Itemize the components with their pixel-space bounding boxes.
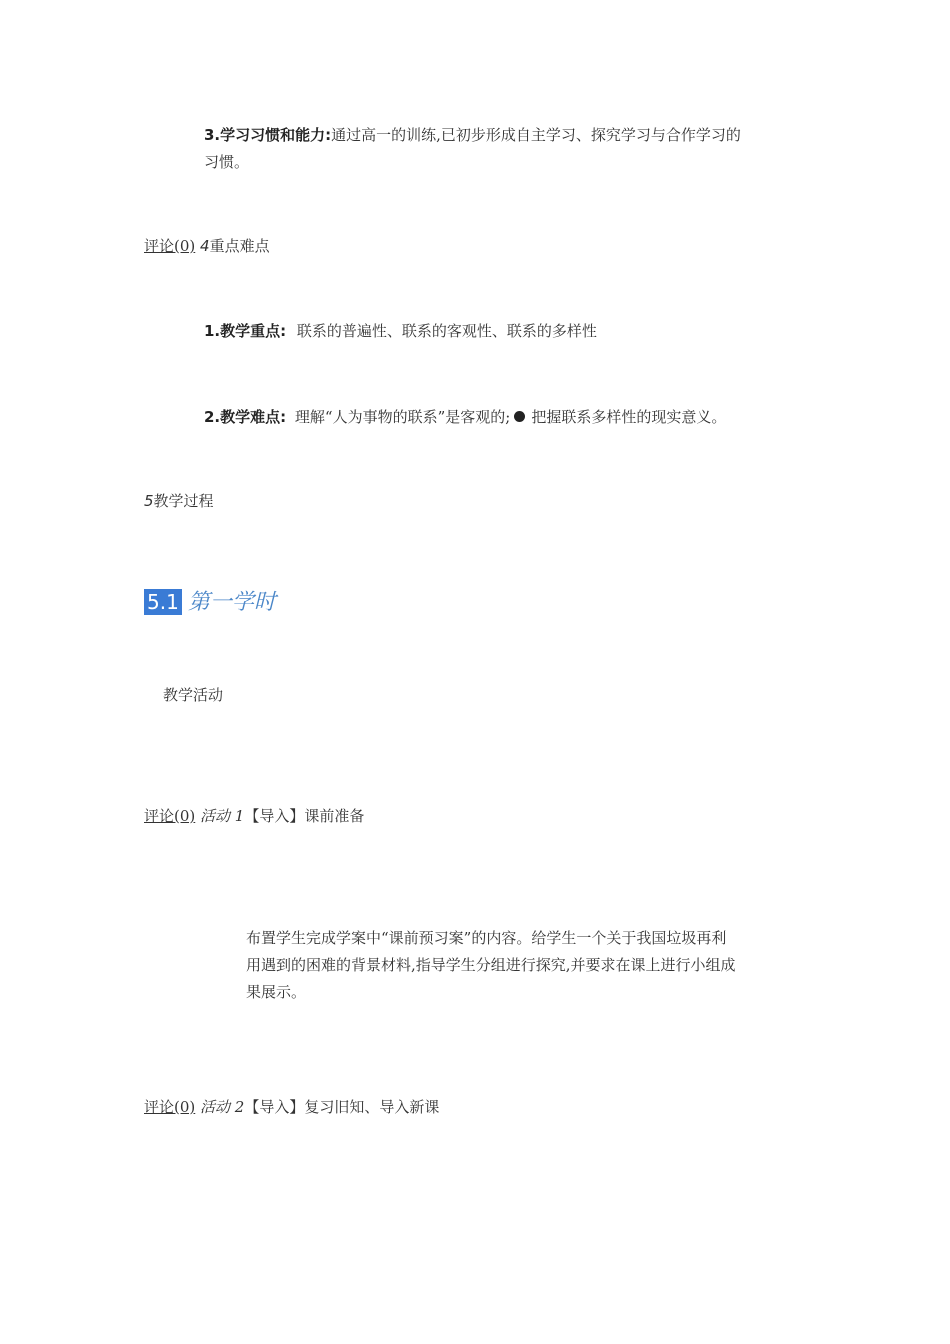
difficult-point-text-after: 把握联系多样性的现实意义。 xyxy=(531,408,727,426)
key-point-label: 1.教学重点: xyxy=(204,322,287,340)
activities-heading: 教学活动 xyxy=(163,686,224,704)
section4-number: 4 xyxy=(200,237,210,255)
subsection-title: 第一学时 xyxy=(187,590,276,615)
section4-title: 重点难点 xyxy=(209,237,270,255)
subsection-heading xyxy=(144,585,276,616)
difficult-point-label: 2.教学难点: xyxy=(204,408,287,426)
activity2-comment-link[interactable]: 评论(0) xyxy=(144,1098,196,1116)
section4-comment-link[interactable]: 评论(0) xyxy=(144,237,196,255)
activity2-heading xyxy=(144,1096,439,1117)
section4-heading xyxy=(144,235,270,256)
activity1-title: 【导入】课前准备 xyxy=(244,807,365,825)
habits-text-line1: 通过高一的训练,已初步形成自主学习、探究学习与合作学习的 xyxy=(331,126,741,144)
difficult-point-text-before: 理解“人为事物的联系”是客观的; xyxy=(294,408,511,426)
section5-heading xyxy=(144,490,214,511)
habits-paragraph xyxy=(204,122,814,176)
activity2-title: 【导入】复习旧知、导入新课 xyxy=(244,1098,440,1116)
habits-label: 3.学习习惯和能力: xyxy=(204,126,332,144)
section5-title: 教学过程 xyxy=(153,492,214,510)
activity1-body-line1: 布置学生完成学案中“课前预习案”的内容。给学生一个关于我国垃圾再利 xyxy=(246,929,727,947)
activity1-label: 活动 1 xyxy=(200,807,245,825)
key-point xyxy=(204,320,597,341)
activity1-body-line2: 用遇到的困难的背景材料,指导学生分组进行探究,并要求在课上进行小组成 xyxy=(246,956,736,974)
subsection-badge: 5.1 xyxy=(144,589,182,615)
key-point-text: 联系的普遍性、联系的客观性、联系的多样性 xyxy=(296,322,597,340)
bullet-icon xyxy=(514,411,525,422)
activity1-body-line3: 果展示。 xyxy=(246,983,307,1001)
activity1-body xyxy=(246,925,826,1006)
habits-text-line2: 习惯。 xyxy=(204,153,250,171)
activity1-heading xyxy=(144,805,364,826)
difficult-point xyxy=(204,406,726,427)
activity2-label: 活动 2 xyxy=(200,1098,245,1116)
activity1-comment-link[interactable]: 评论(0) xyxy=(144,807,196,825)
section5-number: 5 xyxy=(144,492,154,510)
